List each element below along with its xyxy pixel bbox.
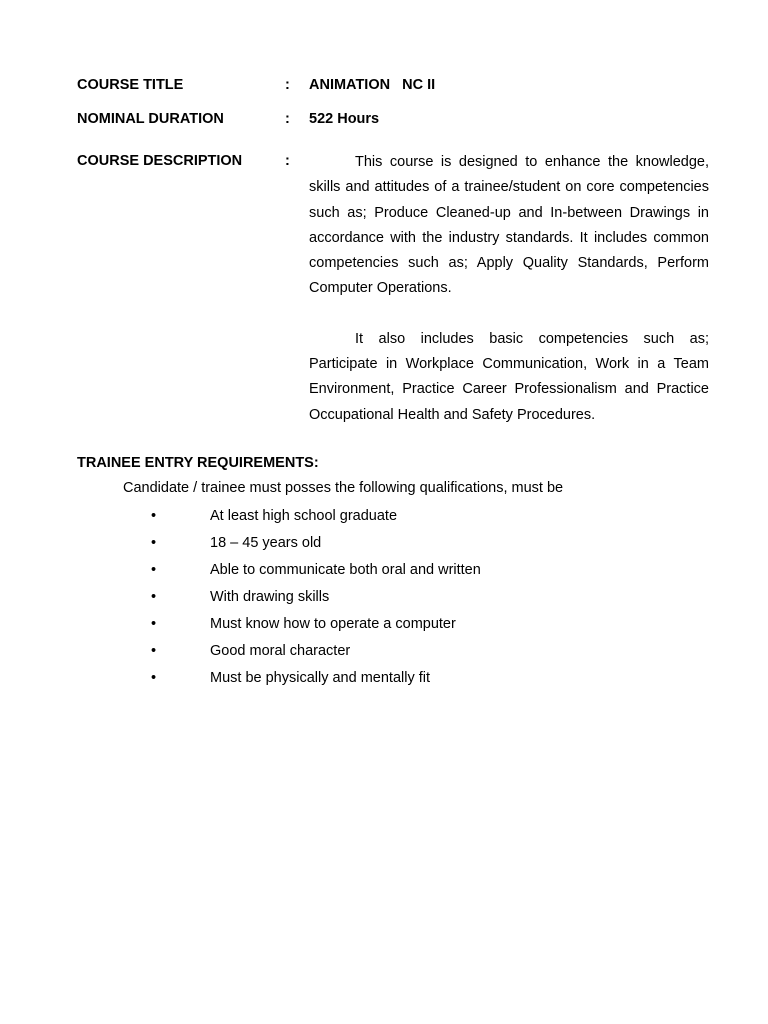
- course-description-body: [309, 150, 709, 428]
- list-item: [0, 641, 768, 668]
- bullet-icon: •: [151, 670, 157, 686]
- course-description-colon: :: [285, 153, 290, 169]
- bullet-icon: •: [151, 535, 157, 551]
- course-description-paragraph-2: It also includes basic competencies such as; Participate in Workplace Communication, Work in a Team Environment, Practice Career Professionalism and Practice Occupational Health and Safety Procedures.: [309, 330, 709, 423]
- bullet-icon: •: [151, 643, 157, 659]
- requirement-text: At least high school graduate: [210, 508, 398, 524]
- bullet-icon: •: [151, 562, 157, 578]
- course-title-colon: :: [285, 77, 290, 93]
- list-item: [0, 560, 768, 587]
- bullet-icon: •: [151, 508, 157, 524]
- requirements-list: [0, 506, 768, 695]
- course-title-value: ANIMATION NC II: [309, 77, 436, 93]
- course-description-label: COURSE DESCRIPTION: [77, 153, 243, 169]
- requirement-text: Good moral character: [210, 643, 351, 659]
- requirement-text: 18 – 45 years old: [210, 535, 322, 551]
- requirement-text: With drawing skills: [210, 589, 330, 605]
- trainee-entry-intro: Candidate / trainee must posses the following qualifications, must be: [123, 480, 564, 496]
- course-title-label: COURSE TITLE: [77, 77, 184, 93]
- bullet-icon: •: [151, 616, 157, 632]
- nominal-duration-value: 522 Hours: [309, 111, 380, 127]
- bullet-icon: •: [151, 589, 157, 605]
- requirement-text: Must be physically and mentally fit: [210, 670, 431, 686]
- course-description-paragraph-1: This course is designed to enhance the knowledge, skills and attitudes of a trainee/student on core competencies such as; Produce Cleaned-up and In-between Drawings in accordance with the industry standards. It includes common competencies such as; Apply Quality Standards, Perform Computer Operations.: [309, 154, 709, 297]
- requirement-text: Must know how to operate a computer: [210, 616, 456, 632]
- list-item: [0, 533, 768, 560]
- list-item: [0, 506, 768, 533]
- list-item: [0, 668, 768, 695]
- list-item: [0, 587, 768, 614]
- trainee-entry-heading: TRAINEE ENTRY REQUIREMENTS:: [77, 455, 319, 471]
- nominal-duration-colon: :: [285, 111, 290, 127]
- list-item: [0, 614, 768, 641]
- requirement-text: Able to communicate both oral and written: [210, 562, 481, 578]
- nominal-duration-label: NOMINAL DURATION: [77, 111, 224, 127]
